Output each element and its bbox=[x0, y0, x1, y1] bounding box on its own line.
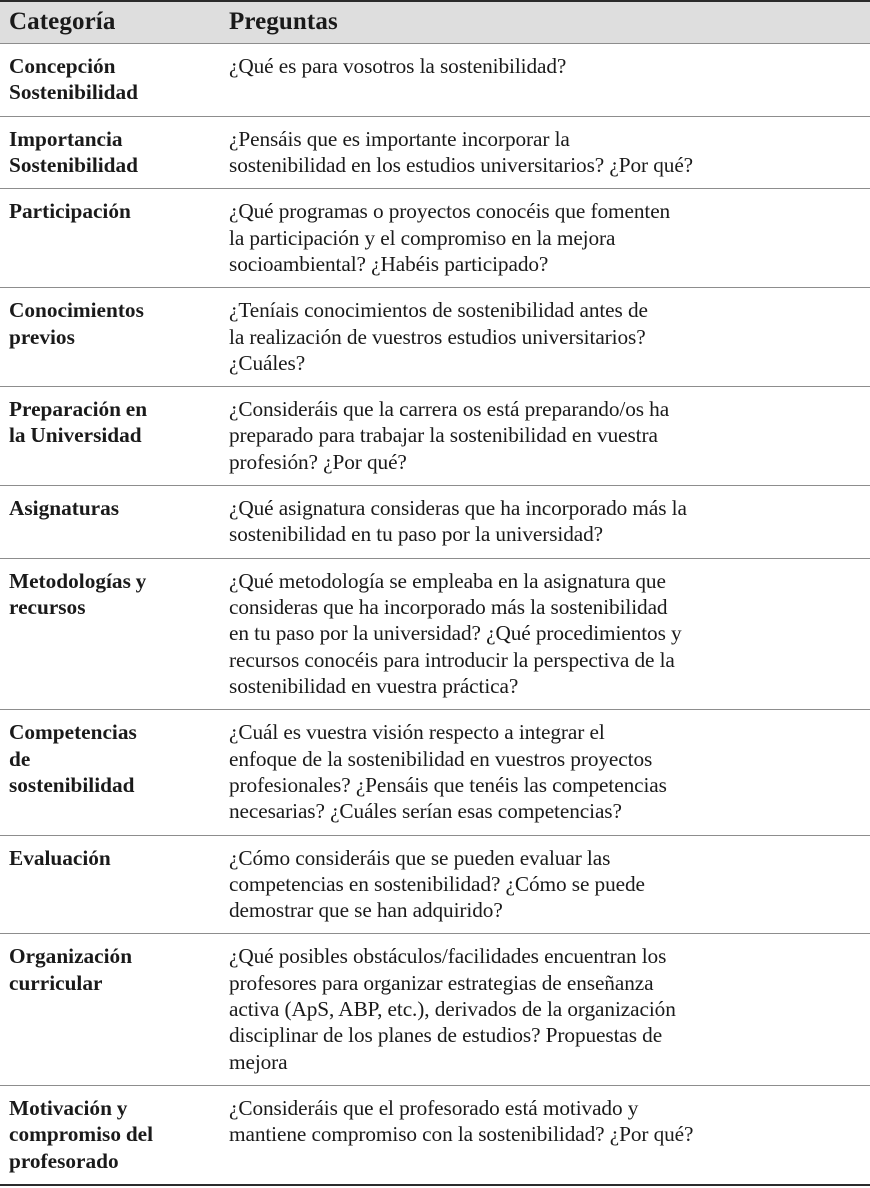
question-text-line: profesión? ¿Por qué? bbox=[229, 449, 407, 474]
question-text-line: mejora bbox=[229, 1049, 288, 1074]
table-row bbox=[0, 189, 870, 288]
category-text-line: Motivación y bbox=[9, 1096, 128, 1120]
category-text-line: recursos bbox=[9, 595, 86, 619]
question-text-line: ¿Pensáis que es importante incorporar la bbox=[229, 126, 570, 151]
question-text-line: en tu paso por la universidad? ¿Qué procedimientos y bbox=[229, 621, 682, 646]
table-row bbox=[0, 44, 870, 117]
question-text-line: ¿Cuál es vuestra visión respecto a integrar el bbox=[229, 720, 605, 745]
column-header-categoria: Categoría bbox=[0, 1, 224, 44]
category-text-line: Participación bbox=[9, 199, 131, 224]
question-text-line: disciplinar de los planes de estudios? Propuestas de bbox=[229, 1023, 663, 1048]
category-text-line: previos bbox=[9, 324, 75, 349]
cell-pregunta bbox=[224, 44, 870, 117]
question-text-line: ¿Consideráis que el profesorado está motivado y bbox=[229, 1096, 639, 1120]
table-row bbox=[0, 116, 870, 189]
table-row bbox=[0, 486, 870, 559]
cell-pregunta bbox=[224, 558, 870, 710]
question-text-line: profesores para organizar estrategias de enseñanza bbox=[229, 970, 654, 995]
cell-categoria bbox=[0, 835, 224, 934]
table-row bbox=[0, 1086, 870, 1185]
table-header-row bbox=[0, 1, 870, 44]
question-text-line: ¿Qué posibles obstáculos/facilidades encuentran los bbox=[229, 944, 667, 969]
cell-categoria bbox=[0, 1086, 224, 1185]
category-text-line: compromiso del bbox=[9, 1122, 154, 1147]
cell-pregunta bbox=[224, 1086, 870, 1185]
category-text-line: la Universidad bbox=[9, 423, 142, 448]
question-text-line: demostrar que se han adquirido? bbox=[229, 898, 503, 923]
question-text-line: ¿Qué es para vosotros la sostenibilidad? bbox=[229, 54, 567, 78]
cell-categoria bbox=[0, 189, 224, 288]
cell-categoria bbox=[0, 710, 224, 835]
table-body bbox=[0, 44, 870, 1185]
cell-pregunta bbox=[224, 486, 870, 559]
table-header bbox=[0, 1, 870, 44]
category-text-line: sostenibilidad bbox=[9, 772, 135, 797]
cell-categoria bbox=[0, 934, 224, 1086]
question-text-line: socioambiental? ¿Habéis participado? bbox=[229, 251, 549, 276]
category-text-line: Organización bbox=[9, 944, 133, 969]
question-text-line: ¿Cómo consideráis que se pueden evaluar las bbox=[229, 845, 611, 870]
category-text-line: Conocimientos bbox=[9, 298, 144, 323]
question-text-line: consideras que ha incorporado más la sostenibilidad bbox=[229, 595, 668, 619]
column-header-preguntas: Preguntas bbox=[224, 1, 870, 44]
cell-categoria bbox=[0, 486, 224, 559]
question-text-line: la realización de vuestros estudios universitarios? bbox=[229, 324, 646, 349]
table-row bbox=[0, 710, 870, 835]
question-text-line: ¿Cuáles? bbox=[229, 350, 306, 375]
category-text-line: Concepción bbox=[9, 54, 116, 78]
category-text-line: Preparación en bbox=[9, 397, 148, 422]
question-text-line: recursos conocéis para introducir la perspectiva de la bbox=[229, 647, 675, 672]
question-text-line: la participación y el compromiso en la mejora bbox=[229, 225, 616, 250]
question-text-line: ¿Qué programas o proyectos conocéis que fomenten bbox=[229, 199, 671, 224]
category-text-line: Importancia bbox=[9, 126, 123, 151]
table-row bbox=[0, 934, 870, 1086]
cell-pregunta bbox=[224, 288, 870, 387]
question-text-line: sostenibilidad en vuestra práctica? bbox=[229, 673, 519, 698]
category-text-line: profesorado bbox=[9, 1148, 119, 1173]
category-text-line: Asignaturas bbox=[9, 496, 120, 521]
category-text-line: Sostenibilidad bbox=[9, 152, 139, 177]
table-row bbox=[0, 558, 870, 710]
cell-categoria bbox=[0, 116, 224, 189]
category-text-line: Competencias bbox=[9, 720, 137, 745]
table-row bbox=[0, 288, 870, 387]
cell-categoria bbox=[0, 387, 224, 486]
category-text-line: curricular bbox=[9, 970, 103, 995]
cell-pregunta bbox=[224, 934, 870, 1086]
question-text-line: competencias en sostenibilidad? ¿Cómo se puede bbox=[229, 871, 645, 896]
question-text-line: sostenibilidad en tu paso por la universidad? bbox=[229, 522, 604, 547]
question-text-line: ¿Teníais conocimientos de sostenibilidad antes de bbox=[229, 298, 648, 323]
question-text-line: activa (ApS, ABP, etc.), derivados de la organización bbox=[229, 997, 676, 1022]
cell-categoria bbox=[0, 558, 224, 710]
table-row bbox=[0, 835, 870, 934]
category-text-line: Evaluación bbox=[9, 845, 111, 870]
question-text-line: necesarias? ¿Cuáles serían esas competencias? bbox=[229, 799, 622, 824]
question-text-line: enfoque de la sostenibilidad en vuestros proyectos bbox=[229, 746, 653, 771]
category-text-line: de bbox=[9, 746, 31, 771]
cell-categoria bbox=[0, 44, 224, 117]
cell-pregunta bbox=[224, 189, 870, 288]
question-text-line: profesionales? ¿Pensáis que tenéis las competencias bbox=[229, 772, 667, 797]
question-text-line: sostenibilidad en los estudios universitarios? ¿Por qué? bbox=[229, 152, 694, 177]
cell-categoria bbox=[0, 288, 224, 387]
cell-pregunta bbox=[224, 387, 870, 486]
cell-pregunta bbox=[224, 710, 870, 835]
question-text-line: preparado para trabajar la sostenibilidad en vuestra bbox=[229, 423, 658, 448]
question-text-line: ¿Qué metodología se empleaba en la asignatura que bbox=[229, 568, 666, 593]
cell-pregunta bbox=[224, 835, 870, 934]
category-text-line: Metodologías y bbox=[9, 568, 147, 593]
question-text-line: ¿Consideráis que la carrera os está preparando/os ha bbox=[229, 397, 670, 422]
question-text-line: mantiene compromiso con la sostenibilidad? ¿Por qué? bbox=[229, 1122, 694, 1147]
cell-pregunta bbox=[224, 116, 870, 189]
category-text-line: Sostenibilidad bbox=[9, 80, 139, 105]
table-row bbox=[0, 387, 870, 486]
question-text-line: ¿Qué asignatura consideras que ha incorporado más la bbox=[229, 496, 687, 521]
